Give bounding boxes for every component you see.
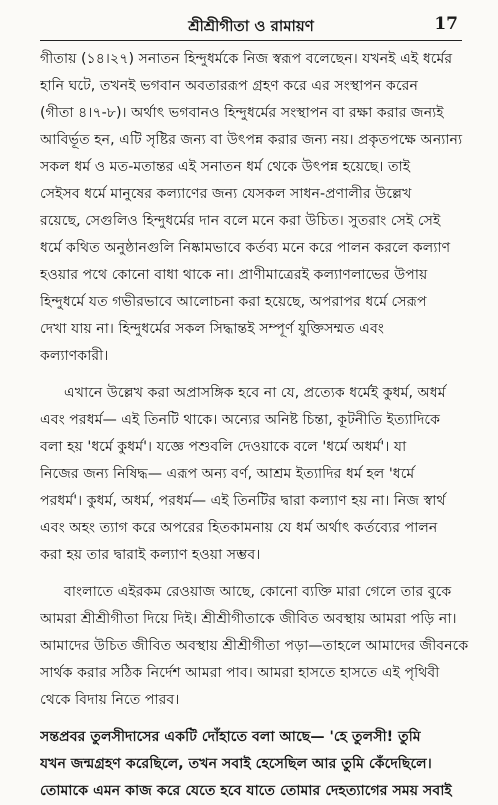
text-line: যখন জন্মগ্রহণ করেছিলে, তখন সবাই হেসেছিল আর তুমি কেঁদেছিলে।	[40, 756, 432, 772]
text-line: রয়েছে, সেগুলিও হিন্দুধর্মের দান বলে মনে করা উচিত। সুতরাং সেই সেই	[40, 213, 441, 229]
text-line: সার্থক করার সঠিক নির্দেশ আমরা পাব। আমরা হাসতে হাসতে এই পৃথিবী	[40, 665, 440, 681]
text-line: তোমাকে এমন কাজ করে যেতে হবে যাতে তোমার দেহত্যাগের সময় সবাই	[40, 783, 452, 799]
text-line: আবির্ভূত হন, এটি সৃষ্টির জন্য বা উৎপন্ন করার জন্য নয়। প্রকৃতপক্ষে অন্যান্য	[40, 132, 463, 148]
text-line: হিন্দুধর্মে যত গভীরভাবে আলোচনা করা হয়েছে, অপরাপর ধর্মে সেরূপ	[40, 294, 427, 310]
paragraph-kudharma	[40, 380, 472, 569]
text-line: দেখা যায় না। হিন্দুধর্মের সকল সিদ্ধান্তই সম্পূর্ণ যুক্তিসম্মত এবং	[40, 321, 384, 337]
page-header	[40, 12, 462, 41]
text-line: সকল ধর্ম ও মত-মতান্তর এই সনাতন ধর্ম থেকে উৎপন্ন হয়েছে। তাই	[40, 159, 411, 175]
text-line: সেইসব ধর্মে মানুষের কল্যাণের জন্য যেসকল সাধন-প্রণালীর উল্লেখ	[40, 186, 412, 202]
text-line: এখানে উল্লেখ করা অপ্রাসঙ্গিক হবে না যে, প্রত্যেক ধর্মেই কুধর্ম, অধর্ম	[64, 385, 446, 401]
text-line: পরধর্ম'। কুধর্ম, অধর্ম, পরধর্ম— এই তিনটির দ্বারা কল্যাণ হয় না। নিজ স্বার্থ	[40, 493, 446, 509]
text-line: কল্যাণকারী।	[40, 348, 109, 364]
page-number: 17	[434, 14, 458, 34]
text-line: হওয়ার পথে কোনো বাধা থাকে না। প্রাণীমাত্রেরই কল্যাণলাভের উপায়	[40, 267, 428, 283]
text-line: গীতায় (১৪।২৭) সনাতন হিন্দুধর্মকে নিজ স্বরূপ বলেছেন। যখনই এই ধর্মের	[40, 51, 453, 67]
text-line: ধর্মে কথিত অনুষ্ঠানগুলি নিষ্কামভাবে কর্তব্য মনে করে পালন করলে কল্যাণ	[40, 240, 451, 256]
text-line: আমাদের উচিত জীবিত অবস্থায় শ্রীশ্রীগীতা পড়া—তাহলে আমাদের জীবনকে	[40, 638, 469, 654]
text-line: (গীতা ৪।৭-৮)। অর্থাৎ ভগবানও হিন্দুধর্মের সংস্থাপন বা রক্ষা করার জন্যই	[40, 105, 444, 121]
running-title: শ্রীশ্রীগীতা ও রামায়ণ	[188, 17, 314, 35]
text-line: হানি ঘটে, তখনই ভগবান অবতাররূপ গ্রহণ করে এর সংস্থাপন করেন	[40, 78, 418, 94]
text-line: সন্তপ্রবর তুলসীদাসের একটি দোঁহাতে বলা আছে— 'হে তুলসী! তুমি	[40, 729, 421, 745]
text-line: এবং পরধর্ম— এই তিনটি থাকে। অন্যের অনিষ্ট চিন্তা, কূটনীতি ইত্যাদিকে	[40, 412, 441, 428]
page-body	[40, 46, 472, 805]
paragraph-gita-dharma	[40, 46, 472, 370]
paragraph-bengal-custom	[40, 579, 472, 714]
text-line: থেকে বিদায় নিতে পারব।	[40, 692, 180, 708]
text-line: আমরা শ্রীশ্রীগীতা দিয়ে দিই। শ্রীশ্রীগীতাকে জীবিত অবস্থায় আমরা পড়ি না।	[40, 611, 457, 627]
text-line: করা হয় তার দ্বারাই কল্যাণ হওয়া সম্ভব।	[40, 547, 261, 563]
text-line: নিজের জন্য নিষিদ্ধ— এরূপ অন্য বর্ণ, আশ্রম ইত্যাদির ধর্ম হল 'ধর্মে	[40, 466, 415, 482]
text-line: এবং অহং ত্যাগ করে অপরের হিতকামনায় যে ধর্ম অর্থাৎ কর্তব্যের পালন	[40, 520, 438, 536]
text-line: বলা হয় 'ধর্মে কুধর্ম'। যজ্ঞে পশুবলি দেওয়াকে বলে 'ধর্মে অধর্ম'। যা	[40, 439, 407, 455]
paragraph-tulsidas	[40, 724, 472, 805]
text-line: বাংলাতে এইরকম রেওয়াজ আছে, কোনো ব্যক্তি মারা গেলে তার বুকে	[64, 584, 452, 600]
